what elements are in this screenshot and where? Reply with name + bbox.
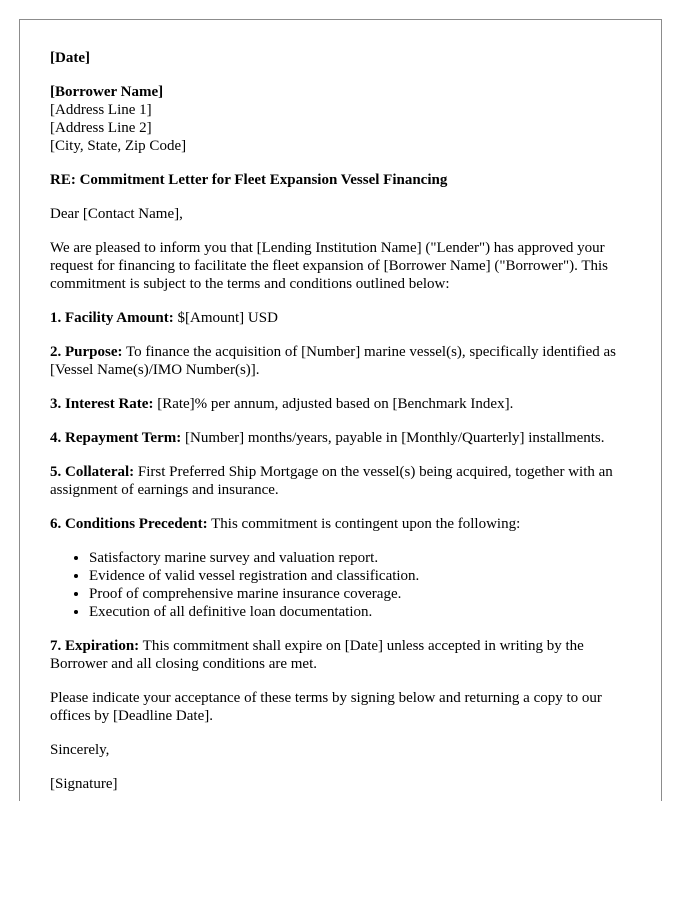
term-conditions-precedent: [50, 515, 640, 533]
term-text: To finance the acquisition of [Number] marine vessel(s), specifically identified as [Vessel Name(s)/IMO Number(s)].: [50, 344, 617, 378]
intro-paragraph: We are pleased to inform you that [Lending Institution Name] ("Lender") has approved your request for financing to facilitate the fleet expansion of [Borrower Name] ("Borrower"). This commitment is subject to the terms and conditions outlined below:: [50, 240, 609, 292]
letter-date: [Date]: [50, 50, 90, 66]
list-item: • Execution of all definitive loan documentation.: [89, 603, 640, 621]
address-line-1: [Address Line 1]: [50, 102, 152, 118]
term-label: 6. Conditions Precedent:: [50, 516, 208, 532]
term-interest-rate: [50, 395, 640, 413]
term-label: 3. Interest Rate:: [50, 396, 154, 412]
address-line-2: [Address Line 2]: [50, 120, 152, 136]
term-expiration: [50, 637, 640, 673]
term-collateral: [50, 463, 640, 499]
city-state-zip: [City, State, Zip Code]: [50, 138, 187, 154]
conditions-list: [50, 549, 640, 621]
letter-body: [50, 49, 640, 801]
salutation: Dear [Contact Name],: [50, 206, 183, 222]
term-text: [Rate]% per annum, adjusted based on [Benchmark Index].: [153, 396, 514, 412]
signature-placeholder: [Signature]: [50, 776, 118, 792]
recipient-address-block: [50, 83, 640, 155]
closing-paragraph: Please indicate your acceptance of these terms by signing below and returning a copy to our offices by [Deadline Date].: [50, 690, 602, 724]
term-label: 2. Purpose:: [50, 344, 123, 360]
term-text: This commitment shall expire on [Date] unless accepted in writing by the Borrower and all closing conditions are met.: [50, 638, 584, 672]
term-facility-amount: [50, 309, 640, 327]
subject-line: RE: Commitment Letter for Fleet Expansion Vessel Financing: [50, 172, 448, 188]
borrower-name: [Borrower Name]: [50, 84, 164, 100]
term-label: 1. Facility Amount:: [50, 310, 174, 326]
term-label: 5. Collateral:: [50, 464, 135, 480]
term-text: This commitment is contingent upon the following:: [207, 516, 521, 532]
term-label: 7. Expiration:: [50, 638, 140, 654]
term-text: $[Amount] USD: [173, 310, 278, 326]
term-label: 4. Repayment Term:: [50, 430, 182, 446]
list-item: • Evidence of valid vessel registration and classification.: [89, 567, 640, 585]
term-repayment: [50, 429, 640, 447]
sign-off: Sincerely,: [50, 742, 110, 758]
term-purpose: [50, 343, 640, 379]
list-item: • Proof of comprehensive marine insurance coverage.: [89, 585, 640, 603]
list-item: • Satisfactory marine survey and valuation report.: [89, 549, 640, 567]
letter-page: [19, 19, 662, 801]
term-text: First Preferred Ship Mortgage on the vessel(s) being acquired, together with an assignment of earnings and insurance.: [50, 464, 613, 498]
term-text: [Number] months/years, payable in [Monthly/Quarterly] installments.: [181, 430, 605, 446]
